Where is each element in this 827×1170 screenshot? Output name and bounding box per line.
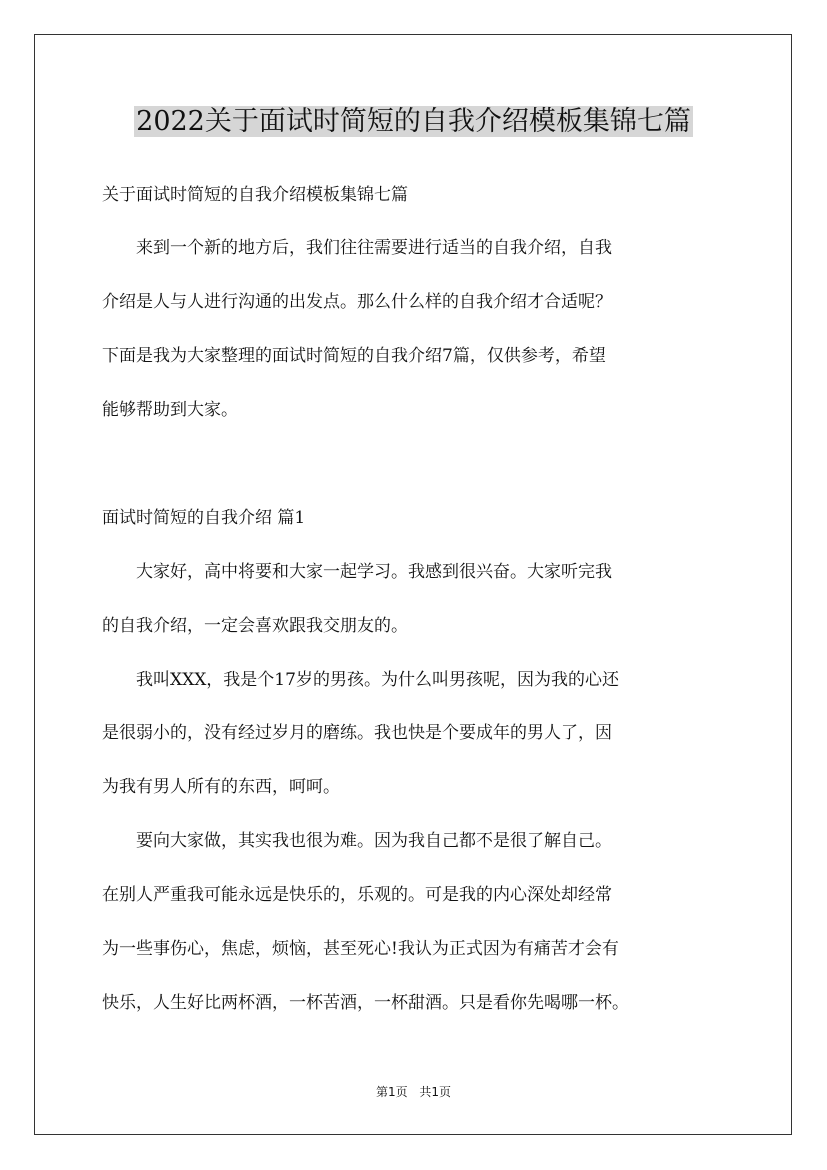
paragraph-line: 的自我介绍，一定会喜欢跟我交朋友的。 (102, 616, 408, 636)
paragraph-line: 快乐，人生好比两杯酒，一杯苦酒，一杯甜酒。只是看你先喝哪一杯。 (102, 993, 629, 1013)
paragraph-line: 大家好，高中将要和大家一起学习。我感到很兴奋。大家听完我 (102, 562, 612, 582)
paragraph-line: 我叫XXX，我是个17岁的男孩。为什么叫男孩呢，因为我的心还 (102, 670, 619, 690)
paragraph-line: 来到一个新的地方后，我们往往需要进行适当的自我介绍，自我 (102, 238, 612, 258)
section-heading: 面试时简短的自我介绍 篇1 (102, 508, 306, 528)
paragraph-line: 下面是我为大家整理的面试时简短的自我介绍7篇，仅供参考，希望 (102, 346, 606, 366)
paragraph-line: 为一些事伤心，焦虑，烦恼，甚至死心!我认为正式因为有痛苦才会有 (102, 939, 619, 959)
paragraph-line: 要向大家做，其实我也很为难。因为我自己都不是很了解自己。 (102, 831, 612, 851)
document-title-text: 2022关于面试时简短的自我介绍模板集锦七篇 (136, 106, 691, 137)
page-number-total: 共1页 (419, 1085, 452, 1099)
subtitle-line: 关于面试时简短的自我介绍模板集锦七篇 (102, 185, 408, 205)
paragraph-line: 能够帮助到大家。 (102, 400, 238, 420)
paragraph-line: 是很弱小的，没有经过岁月的磨练。我也快是个要成年的男人了，因 (102, 723, 612, 743)
page-footer (0, 1083, 827, 1100)
page-number-current: 第1页 (375, 1085, 408, 1099)
document-title (0, 100, 827, 144)
paragraph-line: 介绍是人与人进行沟通的出发点。那么什么样的自我介绍才合适呢？ (102, 292, 612, 312)
paragraph-line: 为我有男人所有的东西，呵呵。 (102, 777, 340, 797)
paragraph-line: 在别人严重我可能永远是快乐的，乐观的。可是我的内心深处却经常 (102, 885, 612, 905)
